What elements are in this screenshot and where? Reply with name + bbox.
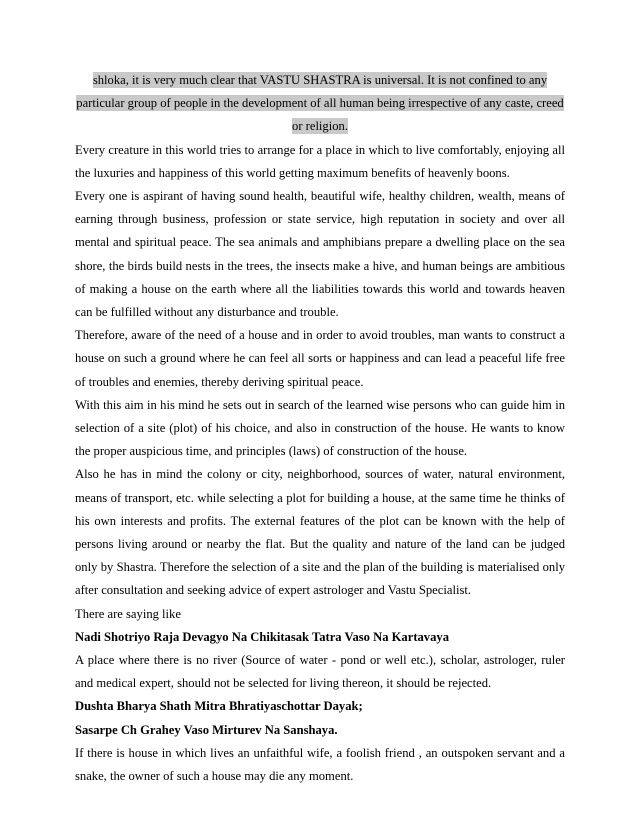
paragraph-creature-comfort: Every creature in this world tries to arrange for a place in which to live comfortably, enjoying all the luxuries and happiness of this world getting maximum benefits of heavenly boons.	[75, 142, 565, 180]
paragraph-aspirations: Every one is aspirant of having sound health, beautiful wife, healthy children, wealth, means of earning through business, profession or state service, high reputation in society and over all mental and spiritual peace. The sea animals and amphibians prepare a dwelling place on the sea shore, the birds build nests in the trees, the insects make a hive, and human beings are ambitious of making a house on the earth where all the liabilities towards this world and towards heaven can be fulfilled without any disturbance and trouble.	[75, 189, 565, 320]
saying-2-sanskrit-line-1: Dushta Bharya Shath Mitra Bhratiyaschottar Dayak;	[75, 699, 363, 714]
highlighted-intro-text: shloka, it is very much clear that VASTU SHASTRA is universal. It is not confined to any particular group of people in the development of all human being irrespective of any caste, creed or religion.	[76, 73, 564, 134]
paragraph-need-of-house: Therefore, aware of the need of a house and in order to avoid troubles, man wants to construct a house on such a ground where he can feel all sorts or happiness and can lead a peaceful life free of troubles and enemies, thereby deriving spiritual peace.	[75, 328, 565, 389]
paragraph-sayings-intro: There are saying like	[75, 606, 181, 621]
highlighted-intro-paragraph	[75, 69, 565, 139]
paragraph-search-guidance: With this aim in his mind he sets out in search of the learned wise persons who can guide him in selection of a site (plot) of his choice, and also in construction of the house. He wants to know the proper auspicious time, and principles (laws) of construction of the house.	[75, 397, 565, 459]
saying-1-sanskrit: Nadi Shotriyo Raja Devagyo Na Chikitasak Tatra Vaso Na Kartavaya	[75, 629, 449, 644]
saying-1-meaning: A place where there is no river (Source of water - pond or well etc.), scholar, astrologer, ruler and medical expert, should not be selected for living thereon, it should be rejected.	[75, 653, 565, 691]
saying-2-meaning: If there is house in which lives an unfaithful wife, a foolish friend , an outspoken servant and a snake, the owner of such a house may die any moment.	[75, 745, 565, 784]
paragraph-plot-selection: Also he has in mind the colony or city, neighborhood, sources of water, natural environment, means of transport, etc. while selecting a plot for building a house, at the same time he thinks of his own interests and profits. The external features of the plot can be known with the help of persons living around or nearby the flat. But the quality and nature of the land can be judged only by Shastra. Therefore the selection of a site and the plan of the building is materialised only after consultation and seeking advice of expert astrologer and Vastu Specialist.	[75, 467, 565, 598]
saying-2-sanskrit-line-2: Sasarpe Ch Grahey Vaso Mirturev Na Sanshaya.	[75, 722, 338, 737]
document-page	[75, 69, 565, 788]
